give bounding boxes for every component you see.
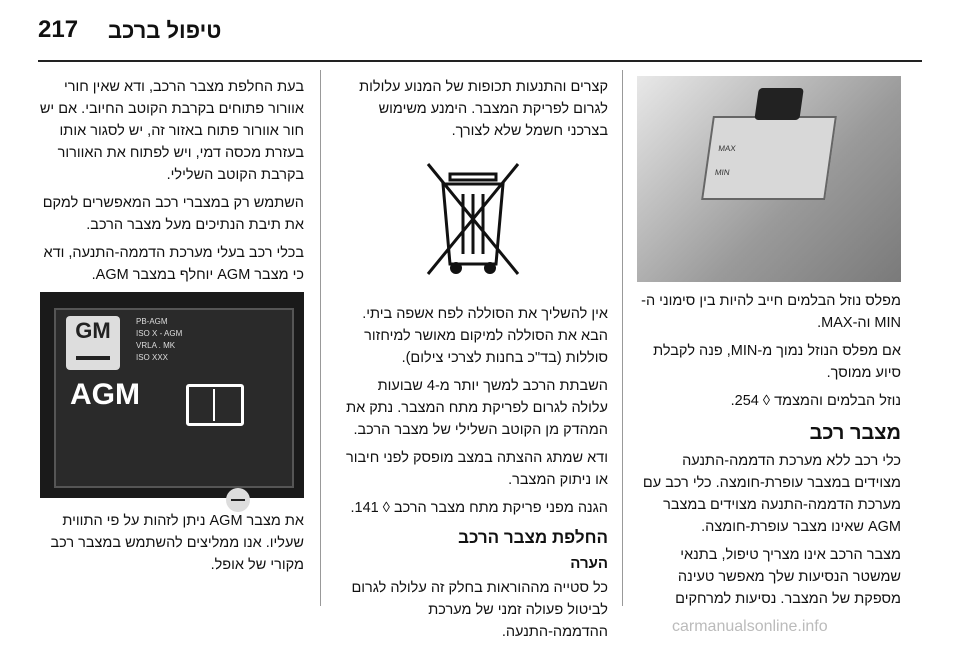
paragraph: כלי רכב ללא מערכת הדממה-התנעה מצוידים במצבר עופרת-חומצה. כלי רכב עם מערכת הדממה-התנעה מצוידים במצבר AGM שאינו מצבר עופרת-חומצה. — [642, 453, 901, 535]
note-text: כל סטייה מההוראות בחלק זה עלולה לגרום לביטול פעולה זמני של מערכת ההדממה-התנעה. — [351, 580, 608, 640]
page-number: 217 — [38, 16, 79, 43]
header-rule — [38, 60, 922, 62]
section-heading: החלפת מצבר הרכב — [458, 528, 608, 547]
reservoir-cap — [754, 88, 803, 120]
column-right — [637, 76, 901, 616]
paragraph: מצבר הרכב אינו מצריך טיפול, בתנאי שמשטר הנסיעות שלך מאפשר טעינה מספקת של המצבר. נסיעות למרחקים — [675, 547, 901, 607]
paragraph: מפלס נוזל הבלמים חייב להיות בין סימוני ה-MIN וה-MAX. — [641, 293, 901, 331]
paragraph: השבתת הרכב למשך יותר מ-4 שבועות עלולה לגרום לפריקת מתח המצבר. נתק את המהדק מן הקוטב השלילי של מצבר הרכב. — [346, 378, 608, 438]
paragraph: ודא שמתג ההצתה במצב מופסק לפני חיבור או ניתוק המצבר. — [346, 450, 608, 488]
section-heading: מצבר רכב — [809, 422, 901, 444]
gm-logo — [66, 316, 120, 370]
gm-logo-text: GM — [75, 318, 111, 343]
manual-book-icon — [186, 384, 244, 426]
min-label: MIN — [714, 168, 731, 177]
note-title: הערה — [570, 555, 608, 572]
max-label: MAX — [717, 144, 737, 153]
cross-reference: הגנה מפני פריקת מתח מצבר הרכב ◊ 141. — [350, 500, 608, 516]
paragraph: קצרים והתנעות תכופות של המנוע עלולות לגרום לפריקת המצבר. הימנע משימוש בצרכני חשמל שלא לצורך. — [359, 79, 608, 139]
paragraph: בכלי רכב בעלי מערכת הדממה-התנעה, ודא כי מצבר AGM יוחלף במצבר AGM. — [43, 245, 304, 283]
paragraph: השתמש רק במצברי רכב המאפשרים למקם את תיבת הנתיכים מעל מצבר הרכב. — [42, 195, 304, 233]
column-left — [38, 76, 304, 582]
brake-fluid-reservoir-photo — [637, 76, 901, 282]
label-small-text: PB-AGM ISO X - AGM VRLA . MK ISO XXX — [136, 317, 183, 362]
agm-text: AGM — [70, 378, 140, 411]
cross-reference: נוזל הבלמים והמצמד ◊ 254. — [730, 393, 901, 409]
negative-terminal-icon — [226, 488, 250, 512]
column-divider — [320, 70, 321, 606]
page-header — [38, 14, 922, 44]
column-divider — [622, 70, 623, 606]
reservoir — [701, 116, 837, 200]
column-middle — [338, 76, 608, 649]
paragraph: את מצבר AGM ניתן לזהות על פי התווית שעליו. אנו ממליצים להשתמש במצבר רכב מקורי של אופל. — [50, 513, 304, 573]
chapter-title: טיפול ברכב — [108, 18, 222, 43]
paragraph: בעת החלפת מצבר הרכב, ודא שאין חורי אוורור פתוחים בקרבת הקוטב החיובי. אם יש חור אוורור פתוח באזור זה, יש לסגור אותו בעזרת מכסה דמי, ויש לפתוח את האוורור בקרבת הקוטב השלילי. — [39, 79, 304, 183]
paragraph: אם מפלס הנוזל נמוך מ-MIN, פנה לקבלת סיוע ממוסך. — [653, 343, 901, 381]
watermark: carmanualsonline.info — [672, 618, 828, 635]
recycle-bin-icon — [338, 156, 608, 286]
agm-battery-label-photo — [40, 292, 304, 498]
paragraph: אין להשליך את הסוללה לפח אשפה ביתי. הבא את הסוללה למיקום מאושר למיחזור סוללות (בד"כ בחנות לצרכי צילום). — [362, 306, 608, 366]
